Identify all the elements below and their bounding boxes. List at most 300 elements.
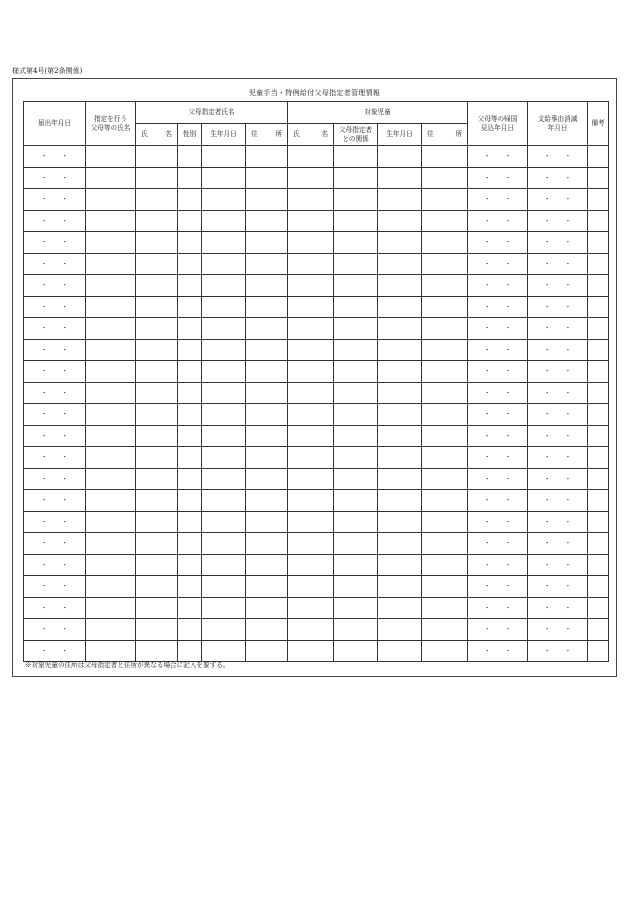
table-cell[interactable] [288, 425, 334, 447]
table-cell[interactable] [178, 447, 202, 469]
table-cell[interactable] [246, 210, 288, 232]
table-cell[interactable] [202, 619, 246, 641]
table-cell[interactable] [422, 554, 468, 576]
table-cell[interactable] [288, 275, 334, 297]
table-cell[interactable] [334, 468, 378, 490]
return-date-cell[interactable] [468, 318, 528, 340]
table-cell[interactable] [378, 382, 422, 404]
table-cell[interactable] [136, 296, 178, 318]
table-cell[interactable] [588, 404, 609, 426]
return-date-cell[interactable] [468, 404, 528, 426]
table-cell[interactable] [288, 232, 334, 254]
table-cell[interactable] [422, 296, 468, 318]
table-cell[interactable] [288, 619, 334, 641]
table-cell[interactable] [136, 447, 178, 469]
return-date-cell[interactable] [468, 468, 528, 490]
table-cell[interactable] [378, 146, 422, 168]
table-cell[interactable] [378, 404, 422, 426]
table-cell[interactable] [178, 253, 202, 275]
table-cell[interactable] [86, 232, 136, 254]
table-cell[interactable] [136, 232, 178, 254]
table-cell[interactable] [246, 447, 288, 469]
table-cell[interactable] [202, 382, 246, 404]
notification-date-cell[interactable] [24, 232, 86, 254]
table-cell[interactable] [246, 597, 288, 619]
table-cell[interactable] [136, 554, 178, 576]
table-cell[interactable] [378, 468, 422, 490]
table-cell[interactable] [422, 533, 468, 555]
extinction-date-cell[interactable] [528, 597, 588, 619]
notification-date-cell[interactable] [24, 318, 86, 340]
table-cell[interactable] [334, 425, 378, 447]
notification-date-cell[interactable] [24, 339, 86, 361]
table-cell[interactable] [202, 533, 246, 555]
table-cell[interactable] [588, 533, 609, 555]
return-date-cell[interactable] [468, 597, 528, 619]
table-cell[interactable] [422, 339, 468, 361]
table-cell[interactable] [588, 511, 609, 533]
table-cell[interactable] [202, 468, 246, 490]
table-cell[interactable] [246, 640, 288, 662]
table-cell[interactable] [246, 533, 288, 555]
table-cell[interactable] [178, 576, 202, 598]
table-cell[interactable] [288, 511, 334, 533]
table-cell[interactable] [86, 339, 136, 361]
table-cell[interactable] [178, 511, 202, 533]
table-cell[interactable] [136, 146, 178, 168]
notification-date-cell[interactable] [24, 490, 86, 512]
table-cell[interactable] [136, 210, 178, 232]
table-cell[interactable] [378, 339, 422, 361]
table-cell[interactable] [334, 490, 378, 512]
table-cell[interactable] [288, 597, 334, 619]
table-cell[interactable] [334, 232, 378, 254]
extinction-date-cell[interactable] [528, 490, 588, 512]
table-cell[interactable] [202, 490, 246, 512]
extinction-date-cell[interactable] [528, 210, 588, 232]
table-cell[interactable] [588, 232, 609, 254]
table-cell[interactable] [334, 640, 378, 662]
extinction-date-cell[interactable] [528, 425, 588, 447]
table-cell[interactable] [334, 210, 378, 232]
return-date-cell[interactable] [468, 533, 528, 555]
table-cell[interactable] [86, 597, 136, 619]
table-cell[interactable] [378, 425, 422, 447]
table-cell[interactable] [588, 210, 609, 232]
table-cell[interactable] [178, 425, 202, 447]
table-cell[interactable] [422, 468, 468, 490]
table-cell[interactable] [378, 296, 422, 318]
table-cell[interactable] [288, 554, 334, 576]
extinction-date-cell[interactable] [528, 253, 588, 275]
table-cell[interactable] [588, 167, 609, 189]
table-cell[interactable] [588, 640, 609, 662]
return-date-cell[interactable] [468, 619, 528, 641]
table-cell[interactable] [86, 511, 136, 533]
notification-date-cell[interactable] [24, 404, 86, 426]
table-cell[interactable] [246, 275, 288, 297]
table-cell[interactable] [334, 554, 378, 576]
notification-date-cell[interactable] [24, 361, 86, 383]
table-cell[interactable] [378, 447, 422, 469]
table-cell[interactable] [588, 189, 609, 211]
return-date-cell[interactable] [468, 210, 528, 232]
table-cell[interactable] [178, 554, 202, 576]
table-cell[interactable] [86, 318, 136, 340]
table-cell[interactable] [422, 210, 468, 232]
extinction-date-cell[interactable] [528, 554, 588, 576]
table-cell[interactable] [588, 253, 609, 275]
table-cell[interactable] [178, 296, 202, 318]
table-cell[interactable] [246, 619, 288, 641]
notification-date-cell[interactable] [24, 511, 86, 533]
return-date-cell[interactable] [468, 554, 528, 576]
extinction-date-cell[interactable] [528, 361, 588, 383]
table-cell[interactable] [422, 447, 468, 469]
table-cell[interactable] [334, 576, 378, 598]
table-cell[interactable] [136, 167, 178, 189]
table-cell[interactable] [202, 275, 246, 297]
table-cell[interactable] [334, 404, 378, 426]
table-cell[interactable] [86, 146, 136, 168]
table-cell[interactable] [588, 576, 609, 598]
table-cell[interactable] [246, 425, 288, 447]
table-cell[interactable] [288, 210, 334, 232]
table-cell[interactable] [334, 253, 378, 275]
table-cell[interactable] [136, 318, 178, 340]
table-cell[interactable] [202, 296, 246, 318]
table-cell[interactable] [202, 576, 246, 598]
table-cell[interactable] [334, 533, 378, 555]
table-cell[interactable] [178, 189, 202, 211]
table-cell[interactable] [588, 468, 609, 490]
notification-date-cell[interactable] [24, 210, 86, 232]
table-cell[interactable] [378, 232, 422, 254]
table-cell[interactable] [86, 490, 136, 512]
table-cell[interactable] [378, 576, 422, 598]
extinction-date-cell[interactable] [528, 167, 588, 189]
extinction-date-cell[interactable] [528, 382, 588, 404]
table-cell[interactable] [378, 361, 422, 383]
table-cell[interactable] [178, 167, 202, 189]
table-cell[interactable] [178, 318, 202, 340]
table-cell[interactable] [136, 189, 178, 211]
return-date-cell[interactable] [468, 339, 528, 361]
table-cell[interactable] [136, 275, 178, 297]
return-date-cell[interactable] [468, 576, 528, 598]
table-cell[interactable] [334, 361, 378, 383]
table-cell[interactable] [422, 511, 468, 533]
extinction-date-cell[interactable] [528, 232, 588, 254]
table-cell[interactable] [202, 253, 246, 275]
notification-date-cell[interactable] [24, 619, 86, 641]
table-cell[interactable] [202, 189, 246, 211]
table-cell[interactable] [588, 296, 609, 318]
extinction-date-cell[interactable] [528, 146, 588, 168]
table-cell[interactable] [202, 511, 246, 533]
return-date-cell[interactable] [468, 189, 528, 211]
return-date-cell[interactable] [468, 447, 528, 469]
table-cell[interactable] [136, 511, 178, 533]
notification-date-cell[interactable] [24, 167, 86, 189]
table-cell[interactable] [422, 146, 468, 168]
notification-date-cell[interactable] [24, 425, 86, 447]
table-cell[interactable] [288, 490, 334, 512]
table-cell[interactable] [334, 189, 378, 211]
table-cell[interactable] [136, 468, 178, 490]
table-cell[interactable] [422, 382, 468, 404]
return-date-cell[interactable] [468, 490, 528, 512]
table-cell[interactable] [422, 490, 468, 512]
table-cell[interactable] [178, 468, 202, 490]
table-cell[interactable] [334, 619, 378, 641]
table-cell[interactable] [422, 425, 468, 447]
table-cell[interactable] [422, 640, 468, 662]
return-date-cell[interactable] [468, 146, 528, 168]
table-cell[interactable] [378, 318, 422, 340]
table-cell[interactable] [202, 232, 246, 254]
table-cell[interactable] [246, 576, 288, 598]
table-cell[interactable] [178, 210, 202, 232]
return-date-cell[interactable] [468, 361, 528, 383]
table-cell[interactable] [288, 339, 334, 361]
table-cell[interactable] [178, 232, 202, 254]
table-cell[interactable] [334, 296, 378, 318]
table-cell[interactable] [86, 533, 136, 555]
table-cell[interactable] [588, 361, 609, 383]
extinction-date-cell[interactable] [528, 576, 588, 598]
return-date-cell[interactable] [468, 275, 528, 297]
notification-date-cell[interactable] [24, 189, 86, 211]
table-cell[interactable] [422, 189, 468, 211]
table-cell[interactable] [288, 253, 334, 275]
return-date-cell[interactable] [468, 232, 528, 254]
table-cell[interactable] [588, 447, 609, 469]
table-cell[interactable] [422, 404, 468, 426]
table-cell[interactable] [334, 597, 378, 619]
table-cell[interactable] [246, 232, 288, 254]
table-cell[interactable] [202, 167, 246, 189]
table-cell[interactable] [86, 619, 136, 641]
table-cell[interactable] [86, 447, 136, 469]
table-cell[interactable] [378, 597, 422, 619]
table-cell[interactable] [378, 490, 422, 512]
table-cell[interactable] [246, 468, 288, 490]
table-cell[interactable] [86, 468, 136, 490]
table-cell[interactable] [178, 619, 202, 641]
table-cell[interactable] [288, 640, 334, 662]
table-cell[interactable] [288, 296, 334, 318]
table-cell[interactable] [136, 619, 178, 641]
table-cell[interactable] [86, 189, 136, 211]
table-cell[interactable] [288, 382, 334, 404]
return-date-cell[interactable] [468, 511, 528, 533]
table-cell[interactable] [334, 318, 378, 340]
table-cell[interactable] [422, 597, 468, 619]
notification-date-cell[interactable] [24, 597, 86, 619]
table-cell[interactable] [202, 597, 246, 619]
table-cell[interactable] [86, 275, 136, 297]
notification-date-cell[interactable] [24, 146, 86, 168]
table-cell[interactable] [334, 275, 378, 297]
table-cell[interactable] [422, 576, 468, 598]
table-cell[interactable] [178, 146, 202, 168]
table-cell[interactable] [178, 382, 202, 404]
table-cell[interactable] [288, 167, 334, 189]
table-cell[interactable] [588, 619, 609, 641]
table-cell[interactable] [422, 167, 468, 189]
extinction-date-cell[interactable] [528, 533, 588, 555]
table-cell[interactable] [136, 533, 178, 555]
extinction-date-cell[interactable] [528, 511, 588, 533]
notification-date-cell[interactable] [24, 296, 86, 318]
table-cell[interactable] [86, 404, 136, 426]
table-cell[interactable] [178, 490, 202, 512]
table-cell[interactable] [86, 296, 136, 318]
table-cell[interactable] [288, 361, 334, 383]
table-cell[interactable] [86, 425, 136, 447]
table-cell[interactable] [86, 253, 136, 275]
table-cell[interactable] [246, 339, 288, 361]
extinction-date-cell[interactable] [528, 619, 588, 641]
table-cell[interactable] [422, 275, 468, 297]
table-cell[interactable] [288, 318, 334, 340]
extinction-date-cell[interactable] [528, 339, 588, 361]
table-cell[interactable] [288, 447, 334, 469]
table-cell[interactable] [202, 210, 246, 232]
table-cell[interactable] [136, 382, 178, 404]
table-cell[interactable] [378, 253, 422, 275]
table-cell[interactable] [86, 361, 136, 383]
table-cell[interactable] [202, 404, 246, 426]
table-cell[interactable] [202, 447, 246, 469]
table-cell[interactable] [288, 189, 334, 211]
table-cell[interactable] [422, 232, 468, 254]
table-cell[interactable] [288, 576, 334, 598]
extinction-date-cell[interactable] [528, 296, 588, 318]
table-cell[interactable] [136, 490, 178, 512]
extinction-date-cell[interactable] [528, 318, 588, 340]
table-cell[interactable] [378, 533, 422, 555]
table-cell[interactable] [246, 167, 288, 189]
table-cell[interactable] [334, 146, 378, 168]
table-cell[interactable] [588, 425, 609, 447]
table-cell[interactable] [136, 576, 178, 598]
table-cell[interactable] [588, 339, 609, 361]
notification-date-cell[interactable] [24, 533, 86, 555]
table-cell[interactable] [588, 597, 609, 619]
table-cell[interactable] [178, 533, 202, 555]
notification-date-cell[interactable] [24, 468, 86, 490]
return-date-cell[interactable] [468, 167, 528, 189]
table-cell[interactable] [86, 576, 136, 598]
table-cell[interactable] [202, 146, 246, 168]
table-cell[interactable] [246, 146, 288, 168]
notification-date-cell[interactable] [24, 253, 86, 275]
table-cell[interactable] [86, 554, 136, 576]
table-cell[interactable] [202, 339, 246, 361]
table-cell[interactable] [588, 146, 609, 168]
table-cell[interactable] [136, 361, 178, 383]
table-cell[interactable] [288, 468, 334, 490]
table-cell[interactable] [136, 597, 178, 619]
notification-date-cell[interactable] [24, 382, 86, 404]
table-cell[interactable] [202, 554, 246, 576]
table-cell[interactable] [178, 361, 202, 383]
return-date-cell[interactable] [468, 253, 528, 275]
table-cell[interactable] [288, 533, 334, 555]
table-cell[interactable] [288, 404, 334, 426]
notification-date-cell[interactable] [24, 554, 86, 576]
table-cell[interactable] [378, 511, 422, 533]
table-cell[interactable] [378, 554, 422, 576]
table-cell[interactable] [334, 382, 378, 404]
table-cell[interactable] [246, 511, 288, 533]
table-cell[interactable] [86, 167, 136, 189]
table-cell[interactable] [588, 554, 609, 576]
notification-date-cell[interactable] [24, 447, 86, 469]
notification-date-cell[interactable] [24, 576, 86, 598]
extinction-date-cell[interactable] [528, 275, 588, 297]
return-date-cell[interactable] [468, 425, 528, 447]
table-cell[interactable] [588, 382, 609, 404]
table-cell[interactable] [378, 619, 422, 641]
table-cell[interactable] [136, 339, 178, 361]
table-cell[interactable] [588, 275, 609, 297]
table-cell[interactable] [246, 189, 288, 211]
extinction-date-cell[interactable] [528, 404, 588, 426]
table-cell[interactable] [288, 146, 334, 168]
extinction-date-cell[interactable] [528, 468, 588, 490]
table-cell[interactable] [422, 318, 468, 340]
table-cell[interactable] [86, 210, 136, 232]
table-cell[interactable] [178, 404, 202, 426]
table-cell[interactable] [136, 253, 178, 275]
table-cell[interactable] [378, 167, 422, 189]
table-cell[interactable] [422, 361, 468, 383]
table-cell[interactable] [202, 425, 246, 447]
return-date-cell[interactable] [468, 382, 528, 404]
table-cell[interactable] [202, 318, 246, 340]
notification-date-cell[interactable] [24, 275, 86, 297]
table-cell[interactable] [246, 296, 288, 318]
table-cell[interactable] [246, 554, 288, 576]
table-cell[interactable] [588, 490, 609, 512]
table-cell[interactable] [86, 382, 136, 404]
table-cell[interactable] [378, 210, 422, 232]
return-date-cell[interactable] [468, 640, 528, 662]
table-cell[interactable] [246, 382, 288, 404]
table-cell[interactable] [588, 318, 609, 340]
table-cell[interactable] [334, 339, 378, 361]
extinction-date-cell[interactable] [528, 640, 588, 662]
table-cell[interactable] [246, 253, 288, 275]
return-date-cell[interactable] [468, 296, 528, 318]
table-cell[interactable] [334, 511, 378, 533]
table-cell[interactable] [378, 189, 422, 211]
table-cell[interactable] [136, 425, 178, 447]
table-cell[interactable] [246, 490, 288, 512]
table-cell[interactable] [178, 597, 202, 619]
table-cell[interactable] [422, 619, 468, 641]
extinction-date-cell[interactable] [528, 447, 588, 469]
table-cell[interactable] [378, 275, 422, 297]
table-cell[interactable] [178, 275, 202, 297]
table-cell[interactable] [246, 361, 288, 383]
extinction-date-cell[interactable] [528, 189, 588, 211]
table-cell[interactable] [246, 318, 288, 340]
table-cell[interactable] [202, 361, 246, 383]
